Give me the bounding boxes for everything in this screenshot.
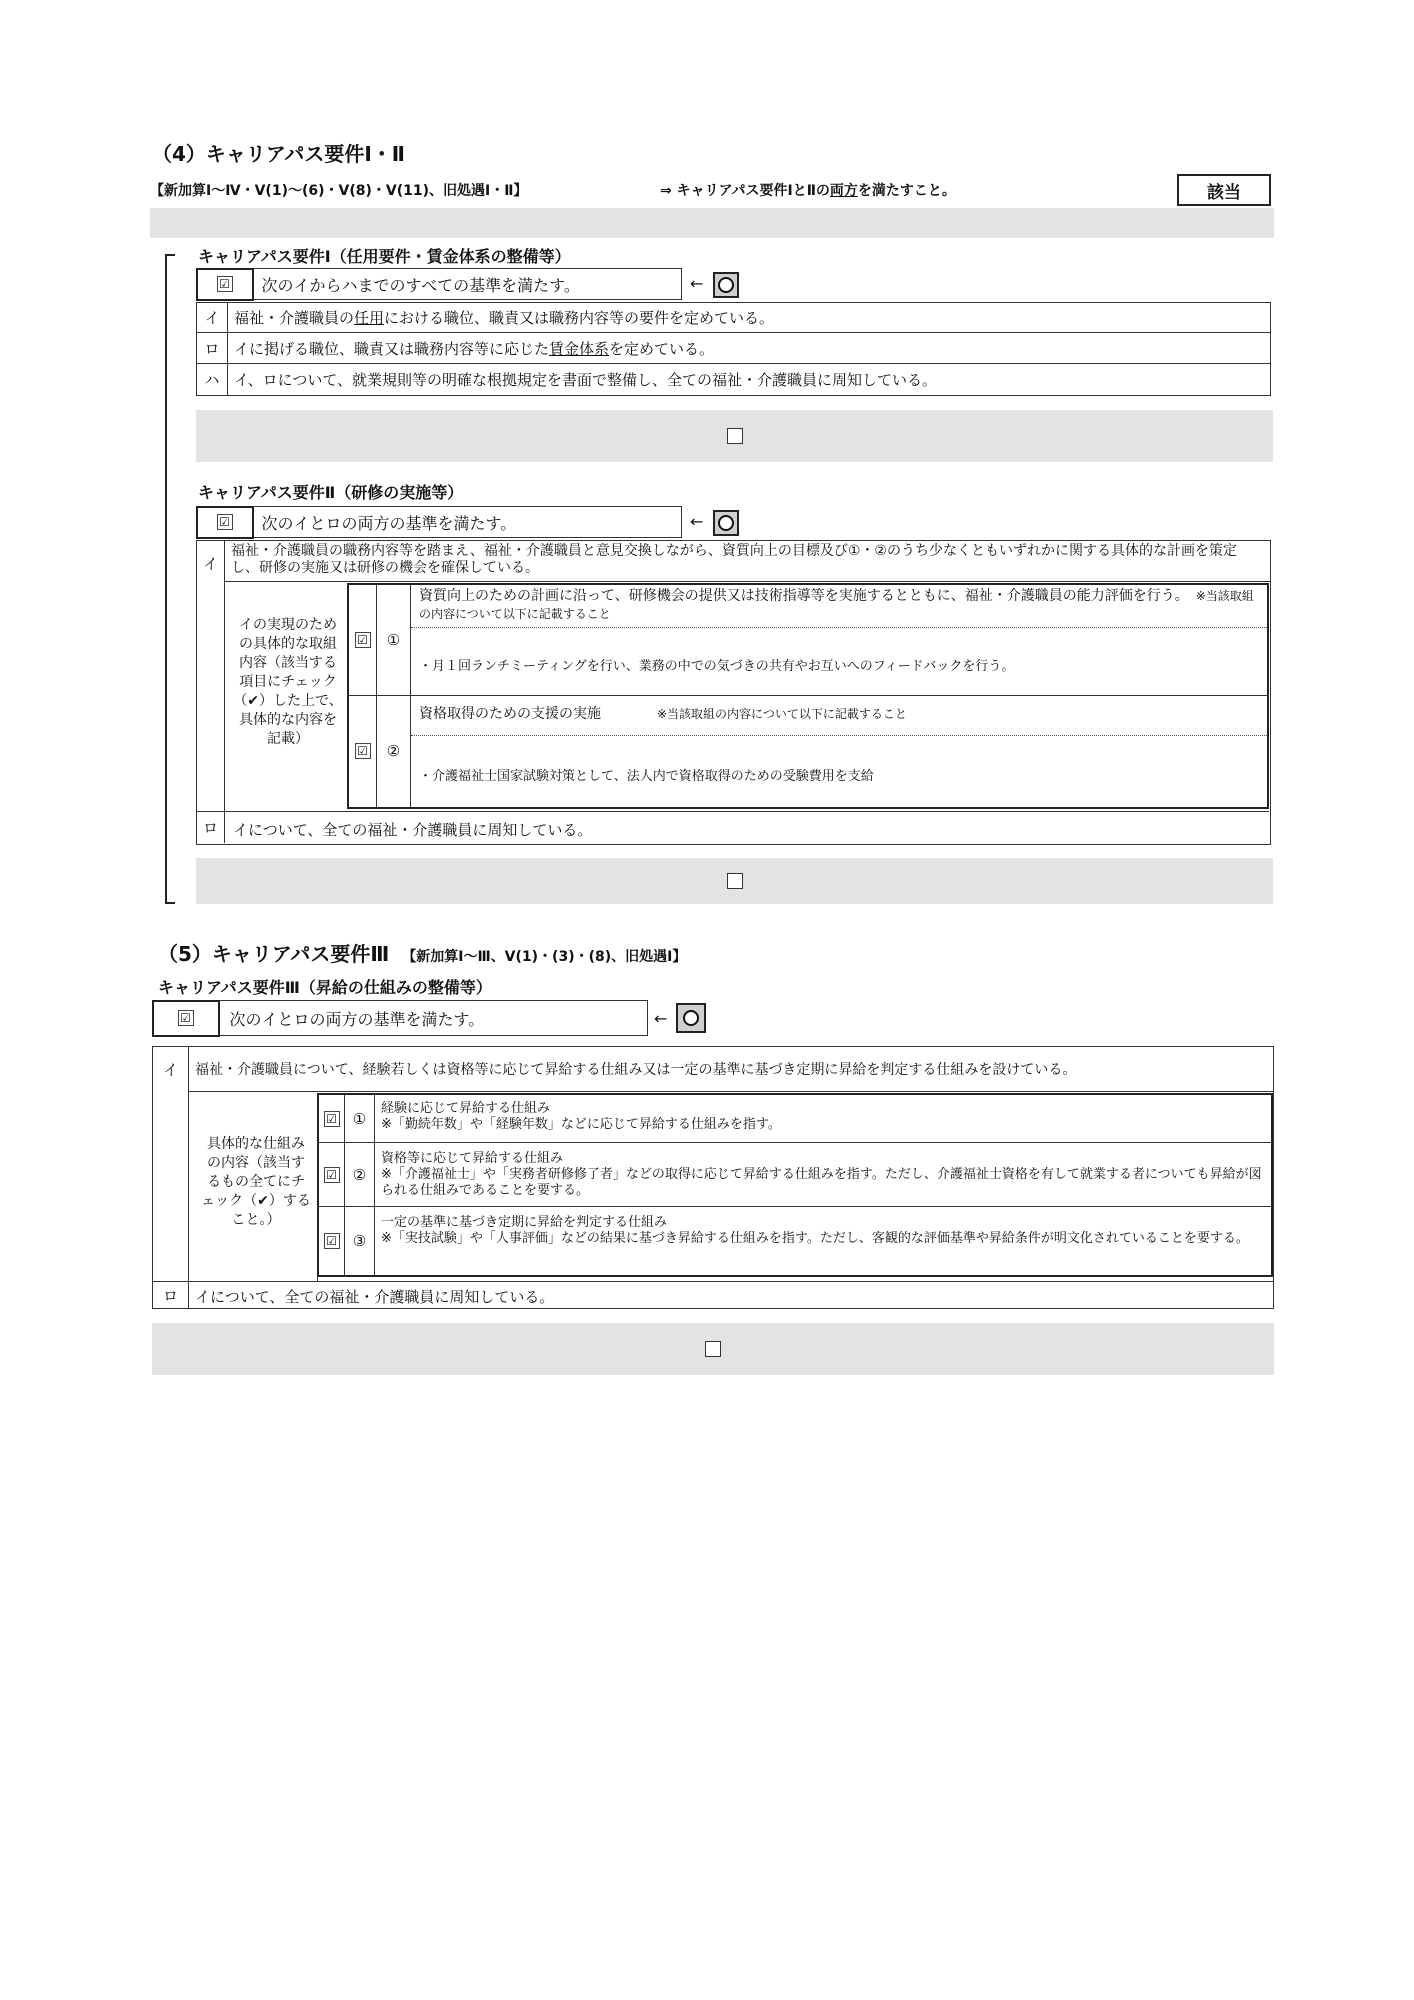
cp2-ro-text: イについて、全ての福祉・介護職員に周知している。 — [233, 821, 593, 839]
cp3-check-cell[interactable] — [152, 1000, 220, 1037]
cp2-item1-num: ① — [377, 585, 411, 695]
item-line2: ※「勤続年数」や「経験年数」などに応じて昇給する仕組みを指す。 — [381, 1117, 781, 1132]
item-desc: 資質向上のための計画に沿って、研修機会の提供又は技術指導等を実施するとともに、福祉・介護職員の能力評価を行う。 — [419, 588, 1182, 604]
cp3-title: キャリアパス要件Ⅲ（昇給の仕組みの整備等） — [158, 978, 492, 997]
cp1-footer-checkbox[interactable] — [727, 428, 743, 444]
cp2-circle-icon — [713, 510, 739, 536]
gray-bar-top — [150, 208, 1274, 238]
cp1-statement-box — [196, 268, 682, 300]
row-text-pre: イ、ロについて、就業規則等の明確な根拠規定を書面で整備し、全ての福祉・介護職員に周知している。 — [234, 371, 938, 389]
cp2-item2-detail: ・介護福祉士国家試験対策として、法人内で資格取得のための受験費用を支給 — [419, 769, 874, 784]
cp3-circle-icon — [676, 1003, 706, 1033]
cp3-footer-checkbox[interactable] — [705, 1341, 721, 1357]
cp3-item1-num: ① — [345, 1095, 375, 1142]
cp2-statement: 次のイとロの両方の基準を満たす。 — [261, 513, 517, 533]
cp2-item2-divider — [411, 735, 1267, 736]
row-text-underlined: 賃金体系 — [549, 339, 610, 358]
cp3-item3-text — [381, 1215, 1267, 1247]
cp1-row-i — [196, 302, 1271, 333]
cp2-check-cell[interactable] — [196, 506, 254, 539]
cp3-item-divider-1 — [319, 1142, 1271, 1143]
cp1-circle-icon — [713, 272, 739, 298]
row-key: イ — [197, 303, 228, 332]
cp1-footer-bar — [196, 410, 1273, 462]
cp1-title: キャリアパス要件Ⅰ（任用要件・賃金体系の整備等） — [198, 247, 571, 266]
section-5-scope: 【新加算Ⅰ～Ⅲ、Ⅴ(1)・(3)・(8)、旧処遇Ⅰ】 — [409, 949, 687, 965]
rule-prefix: ⇒ キャリアパス要件ⅠとⅡの — [660, 183, 830, 199]
cp2-statement-box — [196, 506, 682, 538]
cp2-item2-desc — [419, 703, 1259, 723]
cp2-side-label: イの実現のための具体的な取組内容（該当する項目にチェック（✔）した上で、具体的な内容を記載） — [233, 617, 343, 747]
cp2-item2-checkbox[interactable]: ☑ — [355, 743, 371, 759]
row-text — [228, 364, 943, 395]
cp3-footer-bar — [152, 1323, 1274, 1375]
cp3-side-label: 具体的な仕組みの内容（該当するもの全てにチェック（✔）すること。） — [201, 1136, 311, 1228]
cp2-title: キャリアパス要件Ⅱ（研修の実施等） — [198, 483, 464, 502]
cp3-item1-check-cell[interactable] — [319, 1095, 345, 1142]
section-4-rule — [660, 180, 956, 200]
cp3-statement-box — [152, 1000, 648, 1036]
cp3-i-text: 福祉・介護職員について、経験若しくは資格等に応じて昇給する仕組み又は一定の基準に基づき定期に昇給を判定する仕組みを設けている。 — [195, 1062, 1077, 1078]
cp3-ro-divider — [153, 1281, 1273, 1282]
cp3-item2-checkbox[interactable]: ☑ — [324, 1167, 340, 1183]
cp3-item3-num: ③ — [345, 1207, 375, 1275]
item-line1: 資格等に応じて昇給する仕組み — [381, 1151, 564, 1166]
cp2-i-divider — [225, 581, 1270, 582]
cp2-ro-divider — [197, 811, 1269, 812]
row-text-post: を定めている。 — [609, 339, 715, 358]
cp3-item2-text — [381, 1151, 1267, 1199]
cp2-arrow-icon: ← — [690, 512, 704, 531]
cp2-table — [196, 540, 1271, 845]
cp3-arrow-icon: ← — [654, 1009, 668, 1028]
row-text — [228, 333, 720, 363]
cp2-checkbox[interactable]: ☑ — [217, 514, 233, 530]
cp2-ro-key: ロ — [197, 812, 225, 843]
section-4-scope: 【新加算Ⅰ～Ⅳ・Ⅴ(1)～(6)・Ⅴ(8)・Ⅴ(11)、旧処遇Ⅰ・Ⅱ】 — [150, 183, 528, 199]
item-note: ※当該取組の内容について以下に記載すること — [419, 589, 1254, 621]
cp3-statement: 次のイとロの両方の基準を満たす。 — [229, 1009, 485, 1029]
cp2-item-divider — [349, 695, 1267, 696]
item-note: ※当該取組の内容について以下に記載すること — [657, 707, 907, 721]
item-line2: ※「介護福祉士」や「実務者研修修了者」などの取得に応じて昇給する仕組みを指す。ただし、介護福祉士資格を有して就業する者についても昇給が図られる仕組みであることを要する。 — [381, 1167, 1262, 1198]
cp1-checkbox[interactable]: ☑ — [217, 276, 233, 292]
cp3-item-divider-2 — [319, 1206, 1271, 1207]
cp2-item1-checkbox[interactable]: ☑ — [355, 632, 371, 648]
cp2-i-key: イ — [197, 541, 225, 811]
cp3-item3-checkbox[interactable]: ☑ — [324, 1233, 340, 1249]
row-text — [228, 303, 780, 332]
cp2-item1-check-cell[interactable] — [349, 585, 377, 695]
row-text-underlined: 任用 — [354, 309, 385, 327]
cp3-item1-checkbox[interactable]: ☑ — [324, 1111, 340, 1127]
section-5-title-text: （5）キャリアパス要件Ⅲ — [158, 942, 390, 966]
row-key: ロ — [197, 333, 228, 363]
cp1-arrow-icon: ← — [690, 274, 704, 293]
row-key: ハ — [197, 364, 228, 395]
cp2-items-box — [347, 583, 1269, 809]
cp3-i-divider — [189, 1091, 1273, 1092]
cp1-row-ha — [196, 364, 1271, 396]
cp3-table — [152, 1046, 1274, 1309]
item-desc: 資格取得のための支援の実施 — [419, 706, 601, 722]
cp1-row-ro — [196, 333, 1271, 364]
cp2-i-text: 福祉・介護職員の職務内容等を踏まえ、福祉・介護職員と意見交換しながら、資質向上の目標及び①・②のうち少なくともいずれかに関する具体的な計画を策定し、研修の実施又は研修の機会を確保している。 — [231, 543, 1237, 576]
cp1-check-cell[interactable] — [196, 268, 254, 301]
cp3-item2-check-cell[interactable] — [319, 1143, 345, 1206]
item-line2: ※「実技試験」や「人事評価」などの結果に基づき昇給する仕組みを指す。ただし、客観的な評価基準や昇給条件が明文化されていることを要する。 — [381, 1231, 1249, 1246]
section-bracket — [165, 254, 175, 904]
cp2-item1-detail: ・月１回ランチミーティングを行い、業務の中での気づきの共有やお互いへのフィードバックを行う。 — [419, 659, 1015, 674]
cp3-item3-check-cell[interactable] — [319, 1207, 345, 1275]
cp2-footer-checkbox[interactable] — [727, 873, 743, 889]
cp3-i-key: イ — [153, 1047, 189, 1281]
cp2-item1-divider — [411, 627, 1267, 628]
row-text-post: における職位、職責又は職務内容等の要件を定めている。 — [384, 309, 775, 327]
cp1-statement: 次のイからハまでのすべての基準を満たす。 — [261, 275, 580, 295]
item-line1: 一定の基準に基づき定期に昇給を判定する仕組み — [381, 1215, 668, 1230]
section-4-title: （4）キャリアパス要件Ⅰ・Ⅱ — [152, 142, 405, 166]
cp3-item2-num: ② — [345, 1143, 375, 1206]
row-text-pre: 福祉・介護職員の — [234, 309, 355, 327]
cp2-item2-check-cell[interactable] — [349, 695, 377, 807]
rule-underlined: 両方 — [829, 183, 858, 199]
item-line1: 経験に応じて昇給する仕組み — [381, 1101, 551, 1116]
rule-suffix: を満たすこと。 — [857, 183, 956, 199]
cp3-items-box — [317, 1093, 1273, 1277]
row-text-pre: イに掲げる職位、職責又は職務内容等に応じた — [234, 339, 550, 358]
cp2-item1-desc — [419, 587, 1259, 623]
cp2-item2-num: ② — [377, 695, 411, 807]
cp2-footer-bar — [196, 858, 1273, 904]
cp3-ro-text: イについて、全ての福祉・介護職員に周知している。 — [195, 1288, 555, 1306]
cp3-ro-key: ロ — [153, 1282, 189, 1308]
cp3-item1-text — [381, 1101, 1267, 1133]
result-badge: 該当 — [1177, 174, 1271, 206]
section-5-title — [158, 938, 686, 967]
cp3-checkbox[interactable]: ☑ — [178, 1010, 194, 1026]
